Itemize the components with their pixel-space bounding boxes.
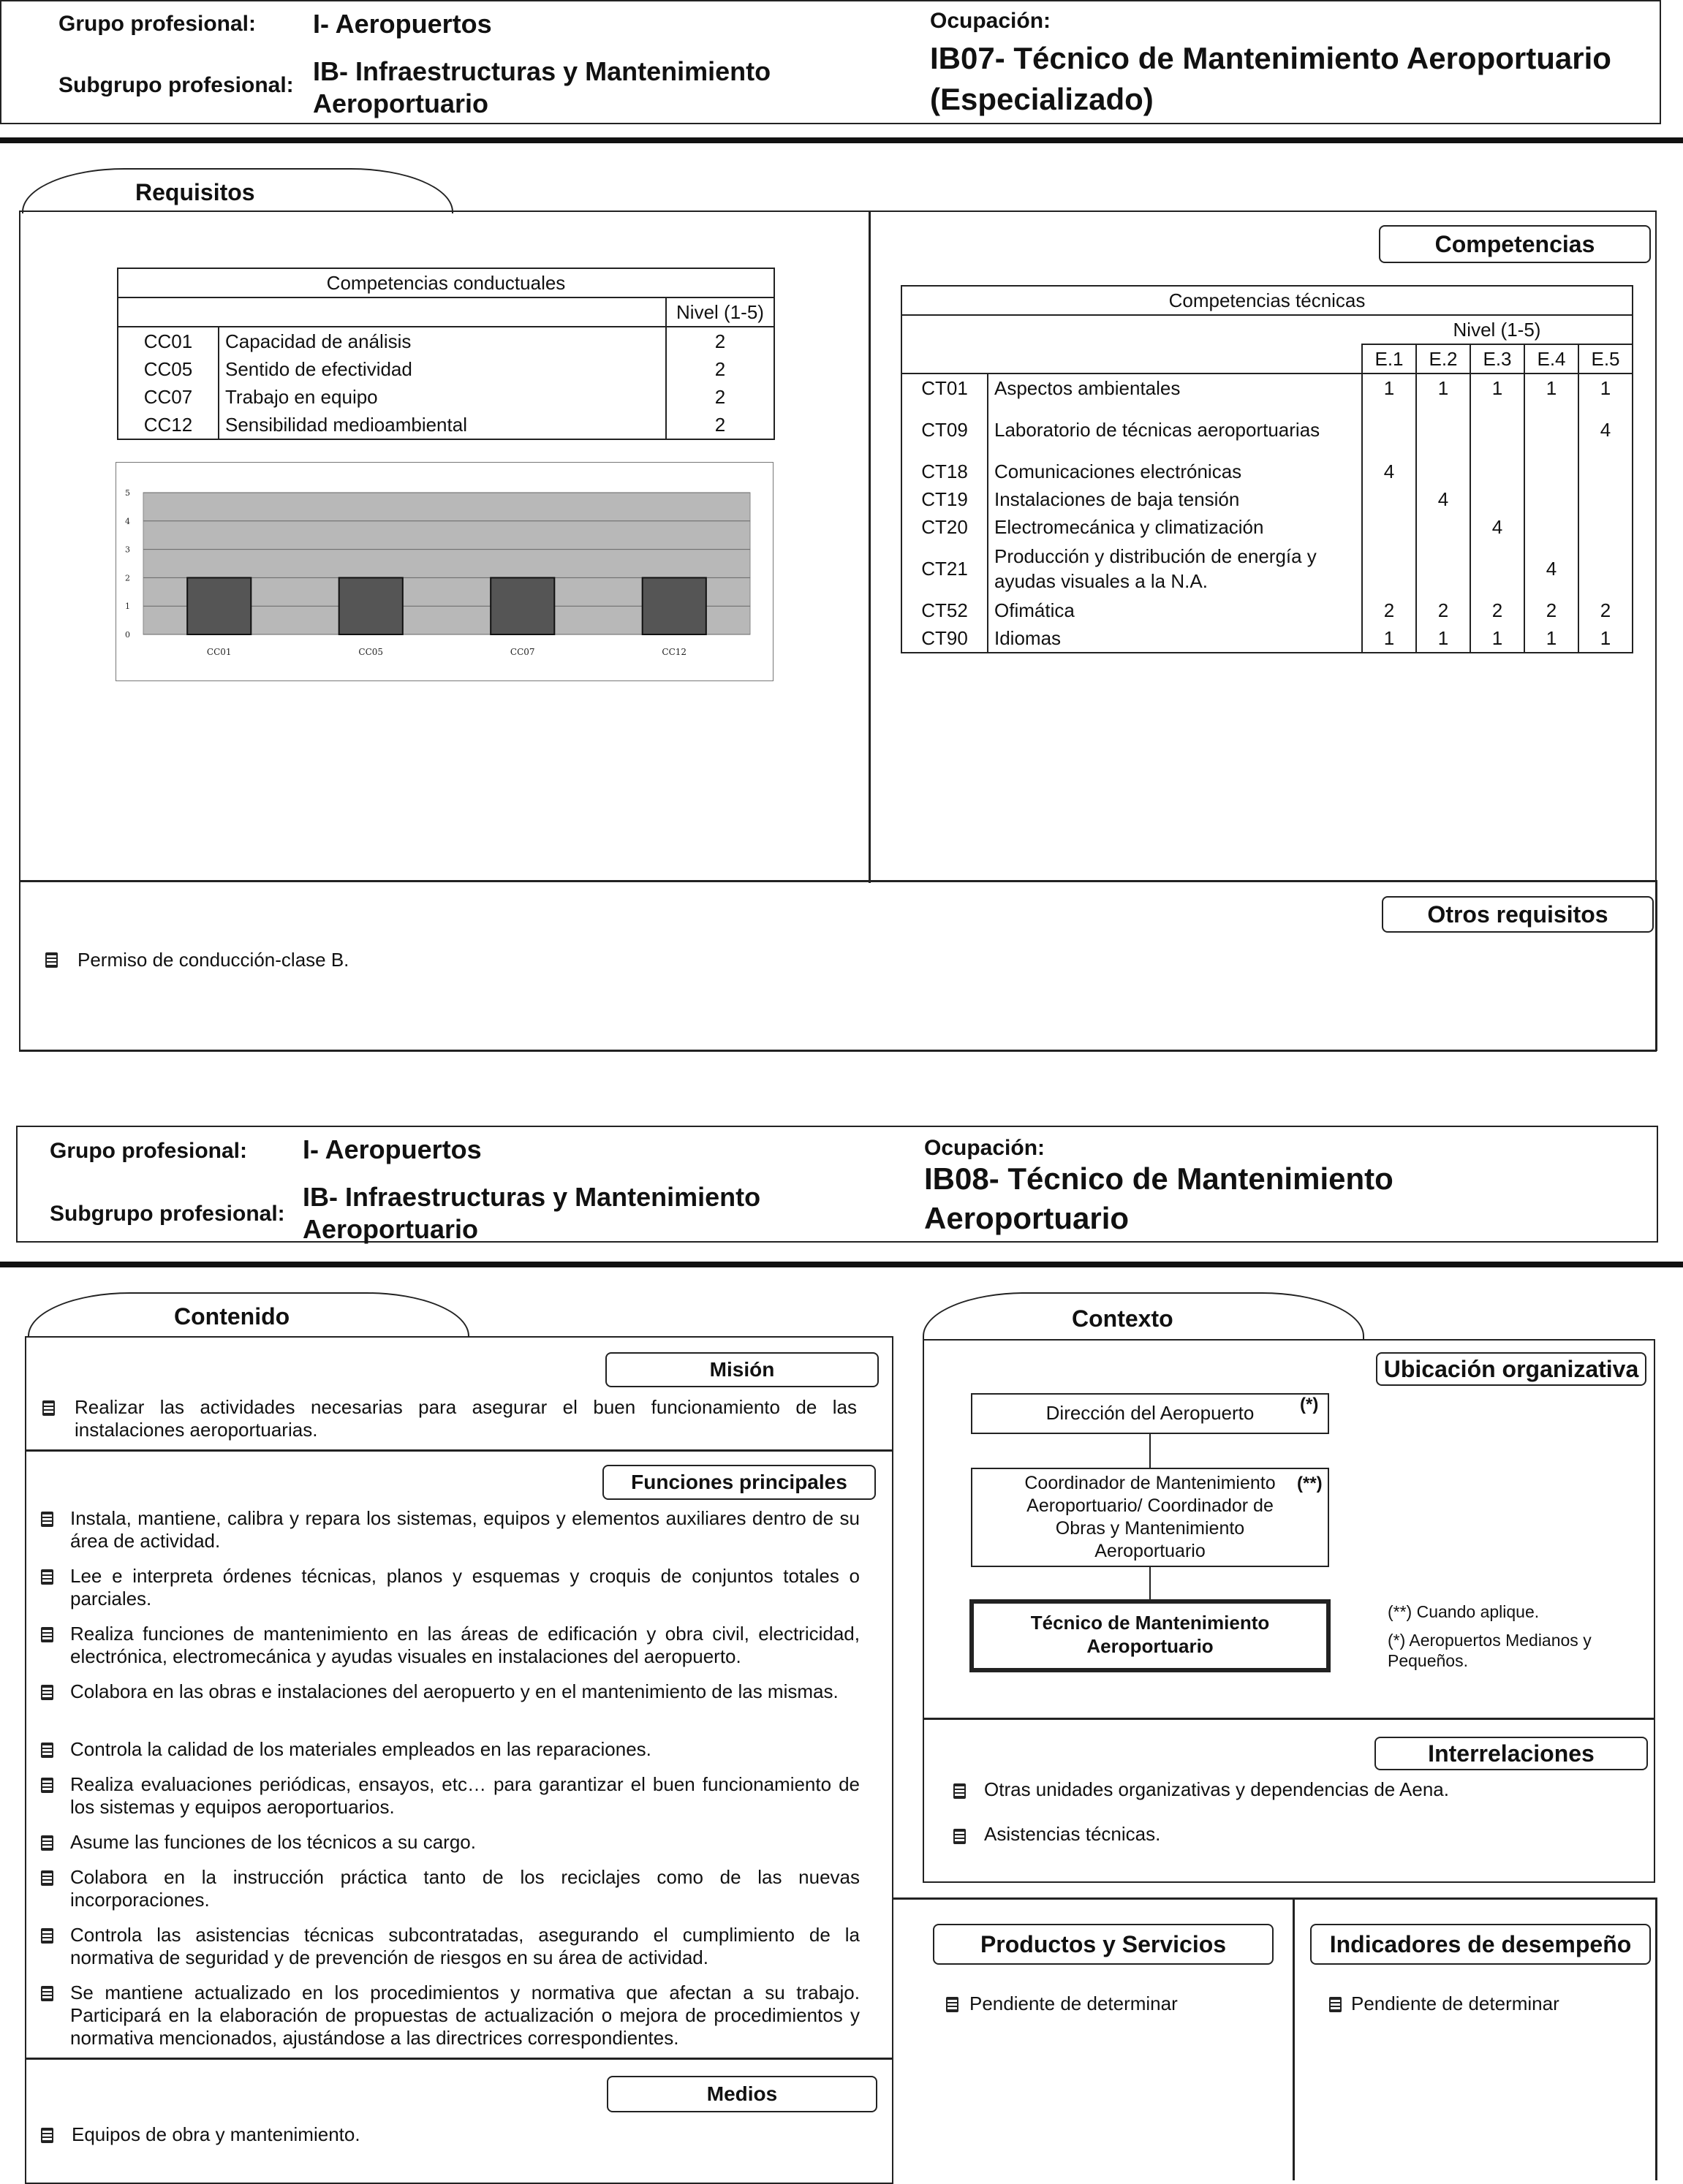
ct-level	[1416, 513, 1470, 541]
chart-y-tick-label: 0	[125, 630, 130, 640]
ct-level	[1524, 458, 1578, 485]
chart-x-tick-label: CC05	[358, 647, 384, 657]
ct-level: 1	[1470, 374, 1524, 402]
bottom-panels-vdivider	[1293, 1897, 1295, 2180]
ct-level	[1362, 541, 1416, 596]
ubicacion-label: Ubicación organizativa	[1376, 1352, 1646, 1386]
bullet-icon	[41, 1743, 53, 1758]
bullet-icon	[41, 2128, 53, 2143]
ct-level: 4	[1416, 485, 1470, 513]
table-row	[118, 355, 774, 383]
ct-table-title: Competencias técnicas	[901, 286, 1633, 315]
ct-code: CT52	[901, 596, 988, 624]
org-tecnico-text: Técnico de Mantenimiento Aeroportuario	[1030, 1612, 1270, 1657]
ct-level	[1524, 402, 1578, 458]
requisitos-vdivider	[869, 211, 871, 883]
competencias-label: Competencias	[1379, 225, 1651, 263]
ct-name: Aspectos ambientales	[988, 374, 1362, 402]
bullet-icon	[953, 1783, 966, 1799]
divider-2	[0, 1262, 1683, 1267]
ct-name: Comunicaciones electrónicas	[988, 458, 1362, 485]
ct-blank2	[901, 344, 1362, 374]
chart-y-tick-label: 2	[125, 573, 130, 583]
ct-code: CT21	[901, 541, 988, 596]
mision-label: Misión	[605, 1352, 879, 1387]
subgrupo-label-2: Subgrupo profesional:	[50, 1202, 285, 1226]
cc-code: CC01	[118, 327, 219, 355]
ct-level: 1	[1524, 624, 1578, 653]
ct-name: Producción y distribución de energía y ayudas visuales a la N.A.	[988, 541, 1362, 596]
table-row	[118, 411, 774, 439]
interrelaciones-item: Asistencias técnicas.	[984, 1823, 1161, 1845]
chart-bar	[643, 577, 706, 634]
funcion-item: Colabora en las obras e instalaciones del aeropuerto y en el mantenimiento de las mismas.	[70, 1680, 839, 1702]
divider	[0, 137, 1683, 143]
bullet-icon	[41, 1685, 53, 1700]
bullet-icon	[42, 1400, 55, 1416]
ct-level: 4	[1524, 541, 1578, 596]
requisitos-hdivider	[19, 880, 1657, 882]
ct-name: Laboratorio de técnicas aeroportuarias	[988, 402, 1362, 458]
cc-level: 2	[666, 355, 774, 383]
subgrupo-label: Subgrupo profesional:	[58, 73, 294, 97]
ct-code: CT20	[901, 513, 988, 541]
contexto-title: Contexto	[1072, 1305, 1173, 1332]
mision-text: Realizar las actividades necesarias para asegurar el buen funcionamiento de las instalaciones aeroportuarias.	[75, 1396, 857, 1441]
ct-level	[1416, 402, 1470, 458]
cc-blank	[118, 297, 666, 327]
otros-bottom	[19, 1050, 1657, 1052]
ct-level	[1578, 458, 1633, 485]
ct-col-header: E.3	[1470, 344, 1524, 374]
funcion-item: Lee e interpreta órdenes técnicas, planos y esquemas y croquis de conjuntos totales o parciales.	[70, 1565, 860, 1609]
productos-label: Productos y Servicios	[933, 1924, 1274, 1965]
cc-table	[117, 268, 775, 440]
mision-divider	[25, 1449, 893, 1452]
bullet-icon	[41, 1627, 53, 1642]
otros-requisitos-label: Otros requisitos	[1382, 896, 1654, 933]
cc-name: Sensibilidad medioambiental	[219, 411, 666, 439]
bullet-icon	[41, 1778, 53, 1793]
indicadores-text: Pendiente de determinar	[1351, 1992, 1559, 2014]
grupo-value: I- Aeropuertos	[313, 9, 492, 39]
cc-code: CC12	[118, 411, 219, 439]
chart-x-tick-label: CC01	[206, 647, 232, 657]
funcion-item: Se mantiene actualizado en los procedimientos y normativa que afectan a su trabajo. Participará en la elaboración de propuestas de actualización o mejora de procedimientos y normativa mencionados, ajustándose a las directrices correspondientes.	[70, 1982, 860, 2049]
ct-level: 1	[1362, 374, 1416, 402]
table-row	[901, 541, 1633, 596]
org-direccion-text: Dirección del Aeropuerto	[1045, 1402, 1255, 1424]
bullet-icon	[1329, 1997, 1342, 2012]
cc-level: 2	[666, 383, 774, 411]
ct-level	[1578, 513, 1633, 541]
ct-blank	[901, 315, 1362, 344]
chart-y-tick-label: 5	[125, 488, 130, 498]
table-row	[901, 402, 1633, 458]
chart-bar	[187, 577, 251, 634]
interrelaciones-label: Interrelaciones	[1374, 1737, 1648, 1770]
ct-code: CT18	[901, 458, 988, 485]
ocupacion-value-2: IB08- Técnico de Mantenimiento Aeroportuario	[924, 1161, 1393, 1235]
ct-level	[1416, 541, 1470, 596]
medios-label: Medios	[607, 2076, 877, 2112]
note-aeropuertos: (*) Aeropuertos Medianos y Pequeños.	[1388, 1631, 1592, 1670]
ct-level: 4	[1470, 513, 1524, 541]
bullet-icon	[41, 1569, 53, 1585]
productos-text: Pendiente de determinar	[969, 1992, 1178, 2014]
ocupacion-value: IB07- Técnico de Mantenimiento Aeroportuario (Especializado)	[930, 41, 1611, 116]
ct-col-header: E.2	[1416, 344, 1470, 374]
ct-col-header: E.5	[1578, 344, 1633, 374]
table-row	[901, 485, 1633, 513]
chart-y-tick-label: 3	[125, 545, 130, 555]
subgrupo-value-2: IB- Infraestructuras y Mantenimiento Aeroportuario	[303, 1182, 761, 1244]
ct-level: 2	[1362, 596, 1416, 624]
chart-bar	[339, 577, 403, 634]
bullet-icon	[41, 1835, 53, 1851]
funcion-item: Asume las funciones de los técnicos a su cargo.	[70, 1831, 476, 1853]
contexto-divider	[923, 1718, 1655, 1720]
ct-code: CT19	[901, 485, 988, 513]
chart-bar	[491, 577, 554, 634]
interrelaciones-item: Otras unidades organizativas y dependencias de Aena.	[984, 1778, 1449, 1800]
bullet-icon	[946, 1997, 958, 2012]
ct-level	[1578, 485, 1633, 513]
bullet-icon	[953, 1829, 966, 1844]
ct-name: Instalaciones de baja tensión	[988, 485, 1362, 513]
table-row	[901, 513, 1633, 541]
table-row	[118, 383, 774, 411]
ct-level: 4	[1362, 458, 1416, 485]
ct-level: 2	[1470, 596, 1524, 624]
funcion-item: Colabora en la instrucción práctica tanto de los reciclajes como de las nuevas incorporaciones.	[70, 1866, 860, 1911]
ct-level	[1362, 402, 1416, 458]
table-row	[118, 327, 774, 355]
ct-level	[1524, 485, 1578, 513]
cc-table-title: Competencias conductuales	[118, 268, 774, 297]
ct-level	[1470, 402, 1524, 458]
contenido-title: Contenido	[174, 1303, 290, 1330]
org-coordinador-text: Coordinador de Mantenimiento Aeroportuario/ Coordinador de Obras y Mantenimiento Aeroportuario	[1024, 1473, 1276, 1561]
chart-x-tick-label: CC12	[662, 647, 687, 657]
bullet-icon	[41, 1512, 53, 1527]
ct-level: 1	[1578, 374, 1633, 402]
ct-level	[1362, 513, 1416, 541]
ct-level: 2	[1524, 596, 1578, 624]
ct-level: 1	[1362, 624, 1416, 653]
ct-nivel-header: Nivel (1-5)	[1362, 315, 1633, 344]
org-connector	[1149, 1434, 1151, 1468]
grupo-value-2: I- Aeropuertos	[303, 1134, 482, 1164]
ct-name: Electromecánica y climatización	[988, 513, 1362, 541]
cc-code: CC07	[118, 383, 219, 411]
ct-level: 1	[1416, 624, 1470, 653]
bottom-panels-right	[1655, 1897, 1657, 2180]
ct-level: 2	[1416, 596, 1470, 624]
ct-table	[901, 285, 1633, 653]
cc-bar-chart	[116, 462, 774, 681]
funciones-divider	[25, 2058, 893, 2060]
ct-level	[1470, 541, 1524, 596]
ct-name: Ofimática	[988, 596, 1362, 624]
requisitos-title: Requisitos	[135, 179, 255, 205]
indicadores-label: Indicadores de desempeño	[1310, 1924, 1651, 1965]
cc-name: Trabajo en equipo	[219, 383, 666, 411]
ct-level: 1	[1524, 374, 1578, 402]
org-coordinador-mark: (**)	[1297, 1474, 1323, 1493]
bullet-icon	[45, 952, 58, 968]
ct-code: CT90	[901, 624, 988, 653]
bottom-panels-top	[893, 1897, 1657, 1900]
ocupacion-label-2: Ocupación:	[924, 1136, 1045, 1160]
funcion-item: Realiza funciones de mantenimiento en las áreas de edificación y obra civil, electricidad, electrónica, electromecánica y ayudas visuales en instalaciones del aeropuerto.	[70, 1623, 860, 1667]
ct-level	[1362, 485, 1416, 513]
chart-x-tick-label: CC07	[510, 647, 535, 657]
ct-code: CT01	[901, 374, 988, 402]
subgrupo-value: IB- Infraestructuras y Mantenimiento Aeroportuario	[313, 56, 771, 118]
bullet-icon	[41, 1928, 53, 1944]
cc-name: Capacidad de análisis	[219, 327, 666, 355]
ocupacion-label: Ocupación:	[930, 9, 1051, 33]
ct-level	[1578, 541, 1633, 596]
medios-item: Equipos de obra y mantenimiento.	[72, 2123, 360, 2145]
cc-name: Sentido de efectividad	[219, 355, 666, 383]
ct-level	[1416, 458, 1470, 485]
cc-level: 2	[666, 327, 774, 355]
cc-level: 2	[666, 411, 774, 439]
bullet-icon	[41, 1870, 53, 1886]
table-row	[901, 374, 1633, 402]
org-connector	[1149, 1567, 1151, 1601]
otros-item: Permiso de conducción-clase B.	[77, 949, 349, 971]
funcion-item: Realiza evaluaciones periódicas, ensayos, etc… para garantizar el buen funcionamiento de los sistemas y equipos aeroportuarios.	[70, 1773, 860, 1818]
funcion-item: Instala, mantiene, calibra y repara los sistemas, equipos y elementos auxiliares dentro de su área de actividad.	[70, 1507, 860, 1552]
ct-level	[1470, 485, 1524, 513]
ct-level: 4	[1578, 402, 1633, 458]
bullet-icon	[41, 1986, 53, 2001]
ct-level	[1524, 513, 1578, 541]
ct-level: 1	[1416, 374, 1470, 402]
ct-name: Idiomas	[988, 624, 1362, 653]
table-row	[901, 458, 1633, 485]
ct-level: 1	[1470, 624, 1524, 653]
table-row	[901, 596, 1633, 624]
otros-right	[1655, 880, 1657, 1051]
ct-code: CT09	[901, 402, 988, 458]
ct-table-body	[901, 374, 1633, 653]
ct-level: 1	[1578, 624, 1633, 653]
funcion-item: Controla la calidad de los materiales empleados en las reparaciones.	[70, 1738, 651, 1760]
grupo-label-2: Grupo profesional:	[50, 1139, 247, 1163]
chart-y-tick-label: 4	[125, 516, 130, 526]
ct-col-header: E.1	[1362, 344, 1416, 374]
chart-y-tick-label: 1	[125, 602, 130, 612]
grupo-label: Grupo profesional:	[58, 12, 256, 36]
funcion-item: Controla las asistencias técnicas subcontratadas, asegurando el cumplimiento de la normativa de seguridad y de prevención de riesgos en su área de actividad.	[70, 1924, 860, 1968]
org-direccion-mark: (*)	[1300, 1395, 1319, 1414]
table-row	[901, 624, 1633, 653]
funciones-label: Funciones principales	[602, 1465, 876, 1500]
ct-level	[1470, 458, 1524, 485]
ct-col-header: E.4	[1524, 344, 1578, 374]
note-cuando-aplique: (**) Cuando aplique.	[1388, 1602, 1540, 1621]
cc-code: CC05	[118, 355, 219, 383]
ct-level: 2	[1578, 596, 1633, 624]
cc-nivel-header: Nivel (1-5)	[666, 297, 774, 327]
